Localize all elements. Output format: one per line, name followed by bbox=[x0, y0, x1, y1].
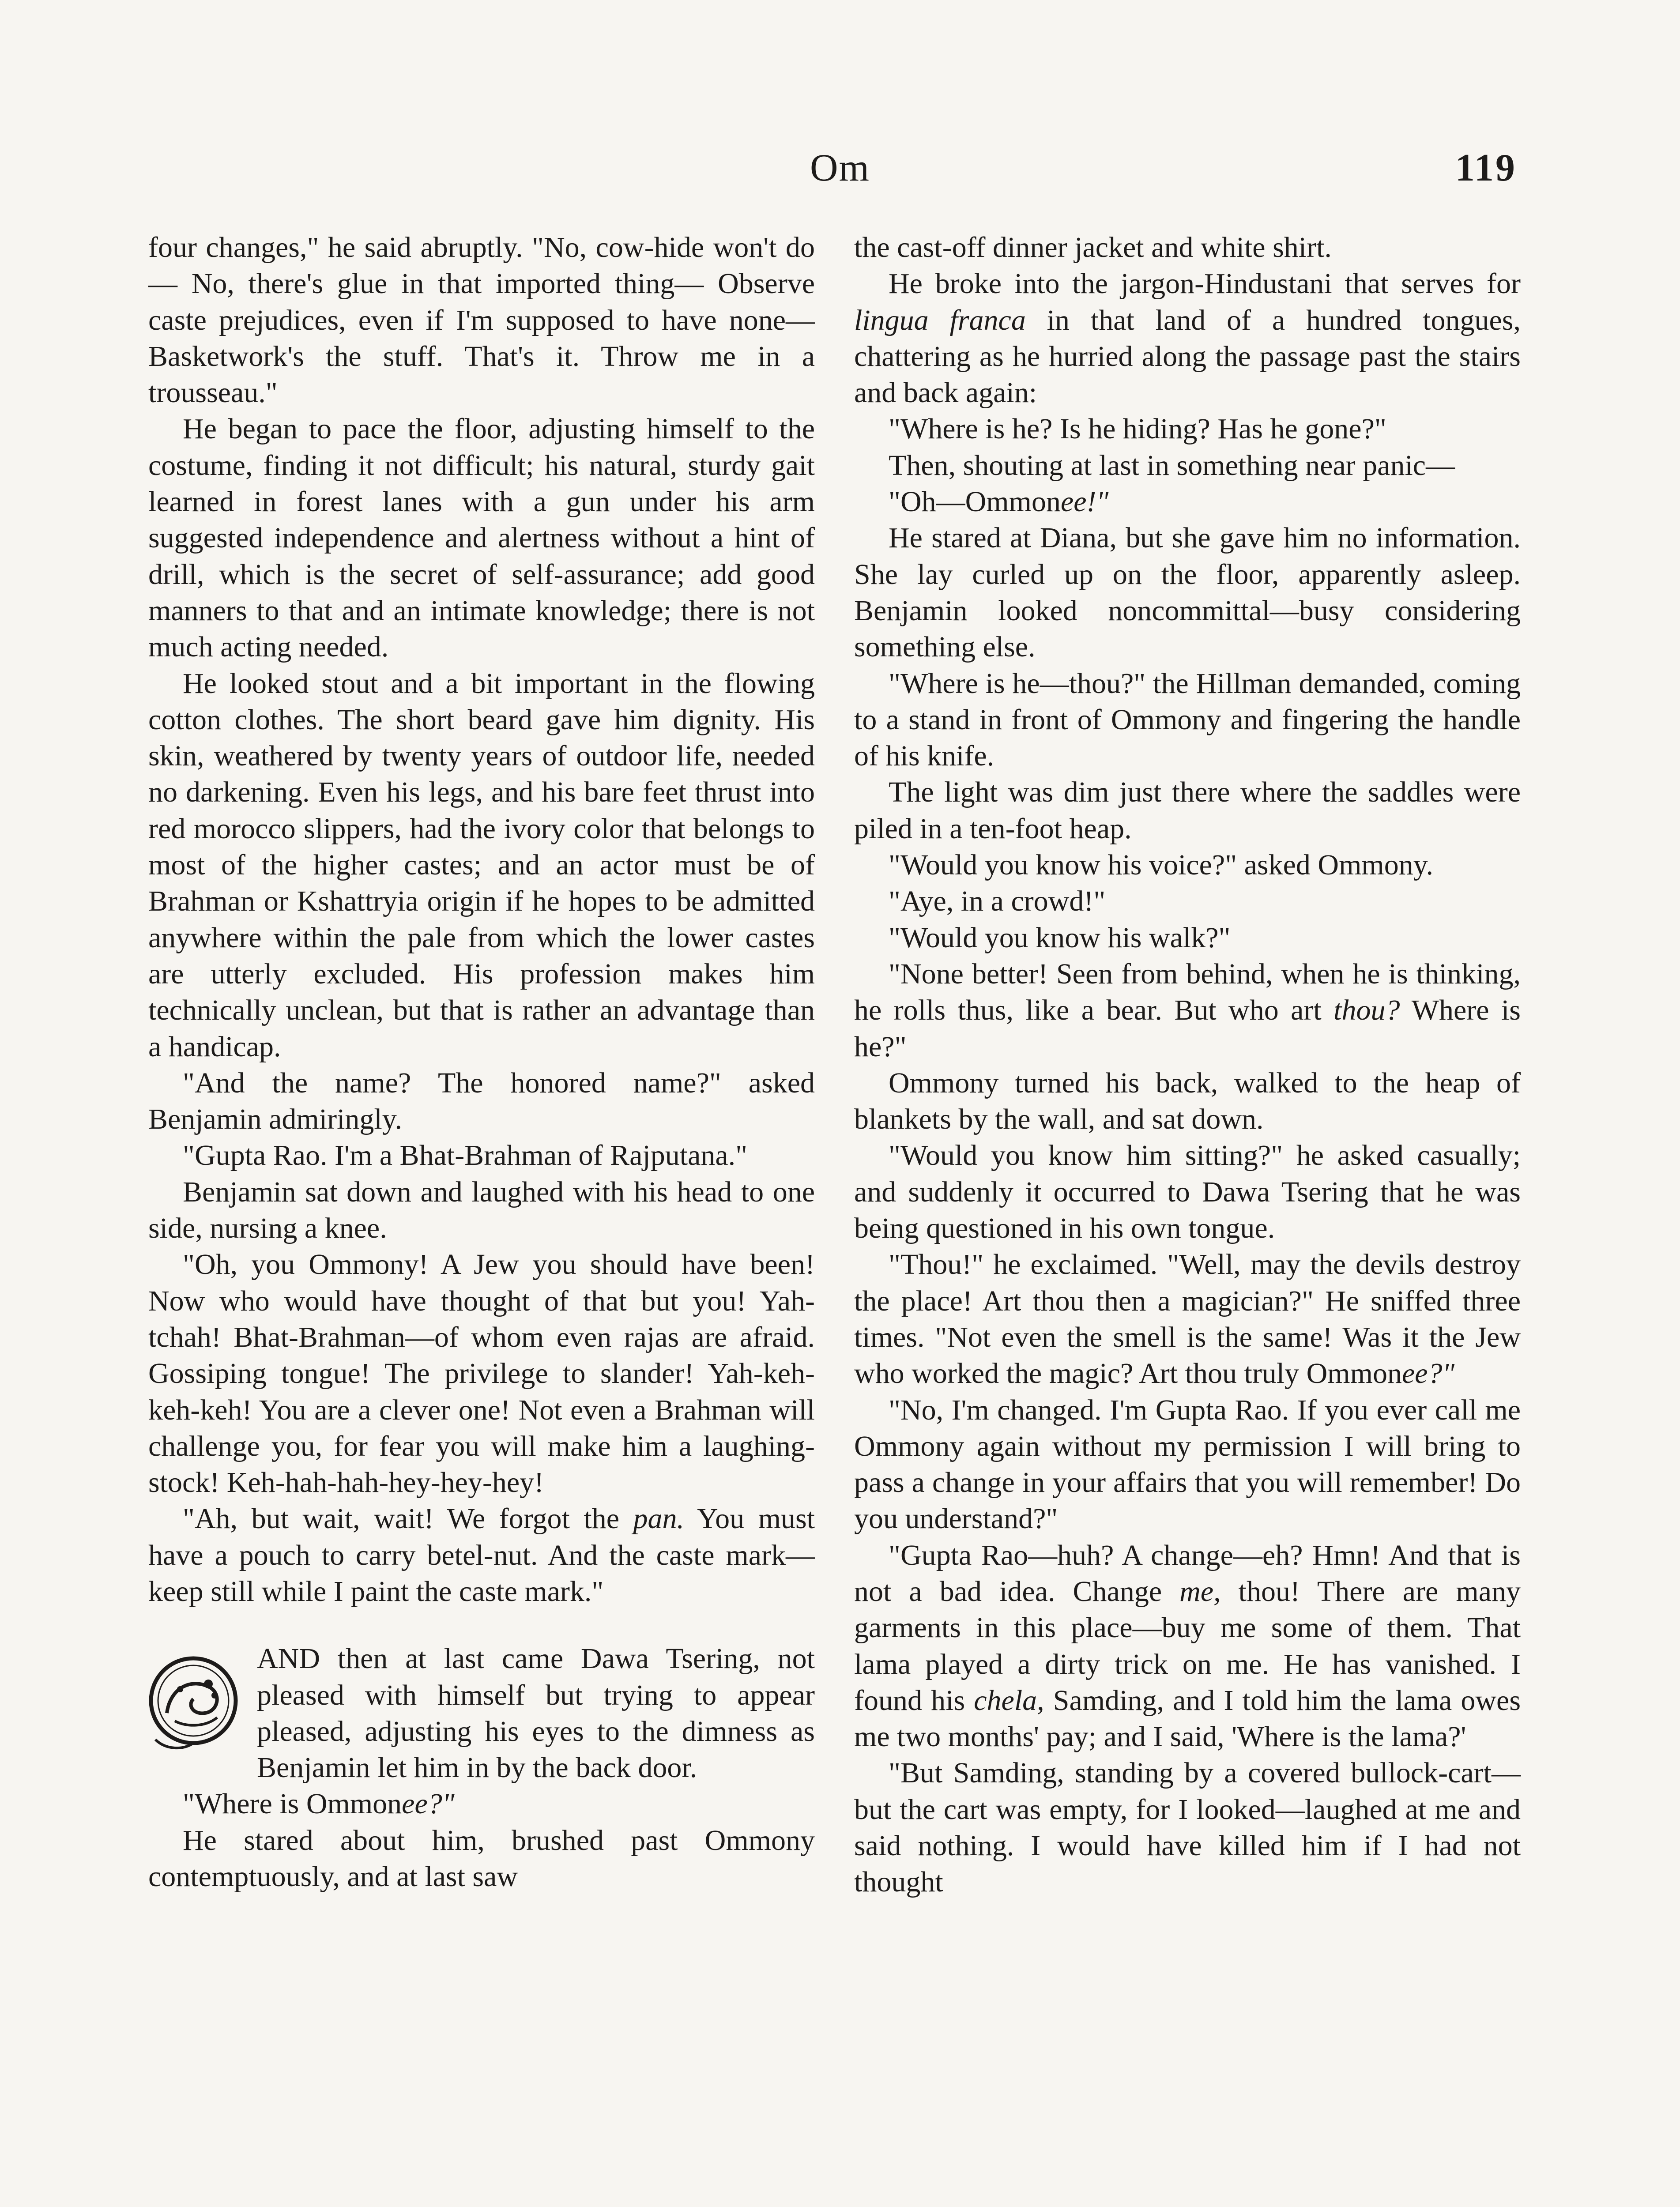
italic-text: ee!" bbox=[1060, 486, 1109, 518]
paragraph bbox=[854, 266, 1521, 411]
right-column bbox=[854, 230, 1521, 1901]
paragraph: the cast-off dinner jacket and white shirt. bbox=[854, 231, 1332, 264]
paragraph: "No, I'm changed. I'm Gupta Rao. If you ever call me Ommony again without my permission I will bring to pass a change in your affairs that you will remember! Do you understand?" bbox=[854, 1393, 1521, 1535]
italic-text: lingua franca bbox=[854, 304, 1026, 336]
paragraph: "Gupta Rao. I'm a Bhat-Brahman of Rajputana." bbox=[183, 1139, 748, 1172]
paragraph bbox=[854, 1247, 1521, 1392]
ornamental-initial-icon bbox=[144, 1647, 245, 1753]
paragraph: "But Samding, standing by a covered bullock-cart—but the cart was empty, for I looked—laughed at me and said nothing. I would have killed him if I had not thought bbox=[854, 1757, 1521, 1898]
paragraph: "Where is he—thou?" the Hillman demanded, coming to a stand in front of Ommony and fingering the handle of his knife. bbox=[854, 667, 1521, 772]
text-run: "None better! Seen from behind, when he is thinking, he rolls thus, like a bear. But who art bbox=[854, 957, 1521, 1027]
italic-text: me, bbox=[1179, 1575, 1221, 1608]
paragraph: "Would you know his walk?" bbox=[889, 921, 1231, 954]
paragraph: "And the name? The honored name?" asked Benjamin admiringly. bbox=[148, 1066, 815, 1136]
paragraph: He began to pace the floor, adjusting himself to the costume, finding it not difficult; his natural, sturdy gait learned in forest lanes with a gun under his arm suggested independence and alertness without a hint of drill, which is the secret of self-assurance; add good manners to that and an intimate knowledge; there is not much acting needed. bbox=[148, 413, 815, 663]
running-title: Om bbox=[810, 147, 870, 189]
text-run: Where is he?" bbox=[854, 994, 1521, 1063]
paragraph: "Where is he? Is he hiding? Has he gone?" bbox=[889, 413, 1386, 445]
text-run: He broke into the jargon-Hindustani that serves for bbox=[889, 267, 1521, 300]
text-run: in that land of a hundred tongues, chattering as he hurried along the passage past the stairs and back again: bbox=[854, 304, 1521, 409]
paragraph: "Oh, you Ommony! A Jew you should have been! Now who would have thought of that but you! Yah-tchah! Bhat-Brahman—of whom even rajas are afraid. Gossiping tongue! The privilege to slander! Yah-keh-keh-keh! You are a clever one! Not even a Brahman will challenge you, for fear you will make him a laughing-stock! Keh-hah-hah-hey-hey-hey! bbox=[148, 1248, 815, 1499]
left-column bbox=[148, 230, 815, 1895]
italic-text: chela, bbox=[974, 1684, 1044, 1717]
paragraph: The light was dim just there where the saddles were piled in a ten-foot heap. bbox=[854, 776, 1521, 845]
paragraph: Ommony turned his back, walked to the heap of blankets by the wall, and sat down. bbox=[854, 1066, 1521, 1136]
text-run: thou! There are many garments in this place—buy me some of them. That lama played a dirty trick on me. He has vanished. I found his bbox=[854, 1575, 1521, 1717]
paragraph: "Would you know his voice?" asked Ommony. bbox=[889, 849, 1433, 881]
paragraph: He looked stout and a bit important in the flowing cotton clothes. The short beard gave him dignity. His skin, weathered by twenty years of outdoor life, needed no darkening. Even his legs, and his bare feet thrust into red morocco slippers, had the ivory color that belongs to most of the higher castes; and an actor must be of Brahman or Kshattryia origin if he hopes to be admitted anywhere within the pale from which the lower castes are utterly excluded. His profession makes him technically unclean, but that is rather an advantage than a handicap. bbox=[148, 667, 815, 1063]
text-run: "Gupta Rao—huh? A change—eh? Hmn! And that is not a bad idea. Change bbox=[854, 1539, 1521, 1608]
section-opening bbox=[148, 1641, 815, 1786]
text-run: "Where is Ommon bbox=[183, 1788, 402, 1820]
text-run: "Thou!" he exclaimed. "Well, may the devils destroy the place! Art thou then a magician?" He sniffed three times. "Not even the smell is the same! Was it the Jew who worked the magic? Art thou truly Ommon bbox=[854, 1248, 1521, 1390]
italic-text: ee?" bbox=[402, 1788, 455, 1820]
paragraph: He stared at Diana, but she gave him no information. She lay curled up on the floor, apparently asleep. Benjamin looked noncommittal—busy considering something else. bbox=[854, 522, 1521, 663]
page-header bbox=[0, 146, 1680, 199]
text-run: "Ah, but wait, wait! We forgot the bbox=[183, 1503, 633, 1535]
italic-text: ee?" bbox=[1401, 1357, 1455, 1390]
italic-text: pan. bbox=[633, 1503, 685, 1535]
paragraph: He stared about him, brushed past Ommony contemptuously, and at last saw bbox=[148, 1824, 815, 1893]
paragraph bbox=[148, 1786, 815, 1822]
paragraph: Benjamin sat down and laughed with his head to one side, nursing a knee. bbox=[148, 1175, 815, 1245]
paragraph: "Aye, in a crowd!" bbox=[889, 885, 1106, 918]
paragraph: "Would you know him sitting?" he asked casually; and suddenly it occurred to Dawa Tsering that he was being questioned in his own tongue. bbox=[854, 1139, 1521, 1245]
text-run: "Oh—Ommon bbox=[889, 486, 1061, 518]
text-run: You must have a pouch to carry betel-nut. And the caste mark—keep still while I paint the caste mark." bbox=[148, 1503, 815, 1608]
paragraph bbox=[148, 1501, 815, 1610]
paragraph: four changes," he said abruptly. "No, cow-hide won't do— No, there's glue in that imported thing— Observe caste prejudices, even if I'm supposed to have none— Basketwork's the stuff. That's it. Throw me in a trousseau." bbox=[148, 231, 815, 409]
italic-text: thou? bbox=[1333, 994, 1400, 1027]
paragraph: Then, shouting at last in something near panic— bbox=[889, 449, 1455, 482]
page-number: 119 bbox=[1455, 147, 1517, 189]
paragraph bbox=[854, 956, 1521, 1065]
paragraph bbox=[854, 1537, 1521, 1755]
paragraph: AND then at last came Dawa Tsering, not pleased with himself but trying to appear pleased, adjusting his eyes to the dimness as Benjamin let him in by the back door. bbox=[257, 1642, 815, 1784]
paragraph bbox=[854, 484, 1521, 520]
text-run: Samding, and I told him the lama owes me two months' pay; and I said, 'Where is the lama?' bbox=[854, 1684, 1521, 1753]
